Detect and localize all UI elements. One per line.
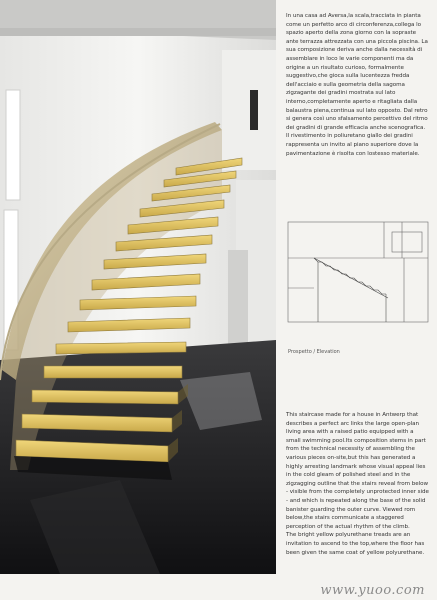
english-text — [286, 411, 429, 557]
elevation-drawing — [284, 218, 432, 338]
italian-text — [286, 12, 429, 158]
english-paragraph: This staircase made for a house in Antwerp that describes a perfect arc links the large open-plan living area with a raised patio equipped with a small swimming pool.Its composition stems in part from the technical necessity of assembling the various pieces on-site,but this has generated a highly arresting landmark whose visual appeal lies in the cold gleam of polished steel and in the zigzagging outline that the stairs reveal from below - visible from the completely unprotected inner side - and which is repeated along the base of the solid banister guarding the outer curve. Viewed rom below,the stairs communicate a staggered perception of the actual rhythm of the climb. — [286, 412, 429, 530]
english-paragraph-2: The bright yellow polyurethane treads are an invitation to ascend to the top,where the floor has been given the same coat of yellow polyurethane. — [286, 532, 425, 556]
figure-caption: Prospetto / Elevation — [288, 349, 340, 355]
elevation-svg — [284, 218, 432, 338]
italian-paragraph: In una casa ad Aversa,la scala,tracciata in pianta come un perfetto arco di circonferenza,collega lo spazio aperto della zona giorno con la sopraste ante terrazza attrezzata con una piccola piscina. La sua composizione deriva anche dalla necessità di assemblare in loco le varie componenti ma da origine a un risultato curioso, formalmente suggestivo,che gioca sulla lucentezza fredda dell'acciaio e sulla geometria della sagoma zigzagante dei gradini mostrata sul lato interno,completamente aperto e ritagliata dalla balaustra piena,continua sul lato opposto. Dal retro si genera così uno sfalsamento percettivo del ritmo dei gradini di grande efficacia anche scenografica. Il rivestimento in poliuretano giallo dei gradini rappresenta un invito al piano superiore dove la pavimentazione è risolta con lostesso materiale. — [286, 13, 428, 157]
watermark: www.yuoo.com — [320, 583, 425, 598]
